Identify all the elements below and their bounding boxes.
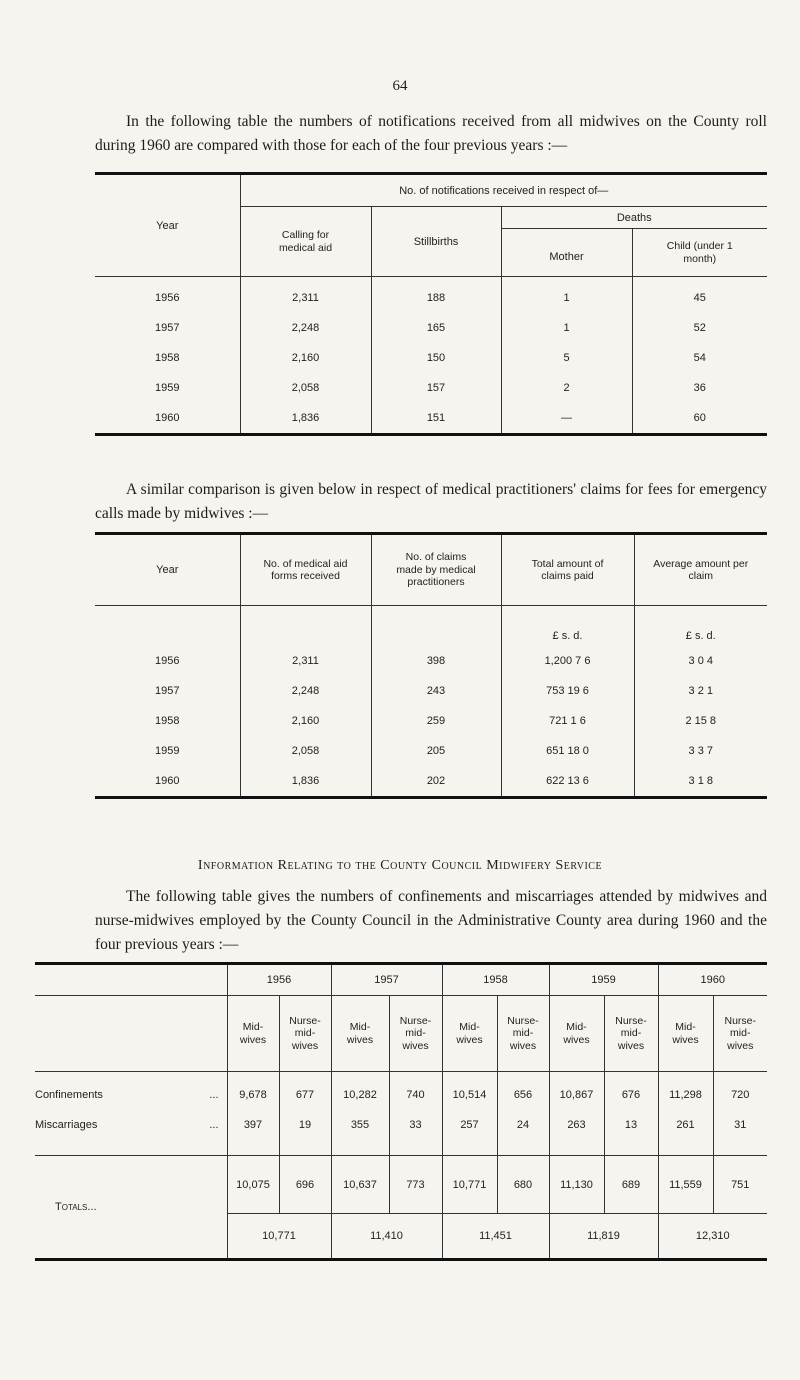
table-row <box>95 766 767 798</box>
header-midwives: Mid- wives <box>658 996 713 1072</box>
grand-total-cell: 11,410 <box>331 1214 442 1260</box>
header-nurse-midwives: Nurse- mid- wives <box>279 996 331 1072</box>
table-row <box>95 343 767 373</box>
year-cell: 1959 <box>155 381 180 394</box>
table-row <box>95 313 767 343</box>
value-cell: 13 <box>604 1110 658 1140</box>
value-cell: 397 <box>227 1110 279 1140</box>
total-cell: 10,637 <box>331 1156 389 1214</box>
header-nurse-midwives: Nurse- mid- wives <box>389 996 442 1072</box>
calling-cell: 2,058 <box>240 373 371 403</box>
claims-table <box>95 532 767 799</box>
value-cell: 355 <box>331 1110 389 1140</box>
header-mother: Mother <box>501 229 632 277</box>
total-cell: 1,200 7 6 <box>501 646 634 676</box>
year-cell: 1957 <box>155 684 180 697</box>
header-nurse-midwives: Nurse- mid- wives <box>713 996 767 1072</box>
child-cell: 52 <box>632 313 767 343</box>
average-cell: 3 1 8 <box>634 766 767 798</box>
grand-total-cell: 12,310 <box>658 1214 767 1260</box>
confinements-table <box>35 962 767 1261</box>
table-row <box>95 403 767 435</box>
intro-text-3: The following table gives the numbers of confinements and miscarriages attended by midwives and nurse-midwives employed by the County Council in the Administrative County area during 1960 and the four previous years :— <box>95 888 767 953</box>
calling-cell: 2,311 <box>240 283 371 313</box>
page-number: 64 <box>392 78 408 94</box>
year-header: 1956 <box>227 964 331 996</box>
header-midwives: Mid- wives <box>549 996 604 1072</box>
grand-total-cell: 11,819 <box>549 1214 658 1260</box>
table-row <box>95 676 767 706</box>
claims-cell: 398 <box>371 646 501 676</box>
intro-paragraph-1 <box>95 110 767 158</box>
year-cell: 1960 <box>155 411 180 424</box>
mother-cell: 5 <box>501 343 632 373</box>
year-header: 1957 <box>331 964 442 996</box>
grand-total-cell: 11,451 <box>442 1214 549 1260</box>
year-cell: 1956 <box>155 291 180 304</box>
value-cell: 720 <box>713 1080 767 1110</box>
header-midwives: Mid- wives <box>227 996 279 1072</box>
forms-cell: 2,058 <box>240 736 371 766</box>
year-header: 1960 <box>658 964 767 996</box>
total-cell: 680 <box>497 1156 549 1214</box>
header-claims: No. of claims made by medical practitioners <box>371 534 501 606</box>
value-cell: 676 <box>604 1080 658 1110</box>
child-cell: 36 <box>632 373 767 403</box>
claims-cell: 243 <box>371 676 501 706</box>
table-row <box>95 736 767 766</box>
units-total: £ s. d. <box>501 606 634 646</box>
calling-cell: 1,836 <box>240 403 371 435</box>
average-cell: 3 3 7 <box>634 736 767 766</box>
table-row <box>95 646 767 676</box>
table-row <box>95 373 767 403</box>
calling-cell: 2,160 <box>240 343 371 373</box>
header-midwives: Mid- wives <box>442 996 497 1072</box>
year-header: 1959 <box>549 964 658 996</box>
value-cell: 257 <box>442 1110 497 1140</box>
header-midwives: Mid- wives <box>331 996 389 1072</box>
totals-label: Totals... <box>55 1201 97 1213</box>
total-cell: 11,130 <box>549 1156 604 1214</box>
value-cell: 31 <box>713 1110 767 1140</box>
child-cell: 54 <box>632 343 767 373</box>
total-cell: 773 <box>389 1156 442 1214</box>
header-calling-medical-aid: Calling for medical aid <box>240 207 371 277</box>
units-average: £ s. d. <box>634 606 767 646</box>
table-row <box>35 1110 767 1140</box>
forms-cell: 2,160 <box>240 706 371 736</box>
notifications-table <box>95 172 767 436</box>
intro-text-1: In the following table the numbers of notifications received from all midwives on the County roll during 1960 are compared with those for each of the four previous years :— <box>95 113 767 154</box>
value-cell: 9,678 <box>227 1080 279 1110</box>
total-cell: 10,771 <box>442 1156 497 1214</box>
header-stillbirths: Stillbirths <box>371 207 501 277</box>
stillbirths-cell: 165 <box>371 313 501 343</box>
value-cell: 261 <box>658 1110 713 1140</box>
header-average: Average amount per claim <box>634 534 767 606</box>
header-notifications-group: No. of notifications received in respect of— <box>240 174 767 207</box>
total-cell: 721 1 6 <box>501 706 634 736</box>
total-cell: 11,559 <box>658 1156 713 1214</box>
value-cell: 656 <box>497 1080 549 1110</box>
mother-cell: 1 <box>501 283 632 313</box>
total-cell: 10,075 <box>227 1156 279 1214</box>
row-label: Miscarriages ... <box>35 1118 219 1131</box>
value-cell: 19 <box>279 1110 331 1140</box>
child-cell: 45 <box>632 283 767 313</box>
year-header: 1958 <box>442 964 549 996</box>
header-forms: No. of medical aid forms received <box>240 534 371 606</box>
value-cell: 10,514 <box>442 1080 497 1110</box>
claims-cell: 202 <box>371 766 501 798</box>
stillbirths-cell: 150 <box>371 343 501 373</box>
total-cell: 696 <box>279 1156 331 1214</box>
row-label: Confinements ... <box>35 1088 219 1101</box>
value-cell: 33 <box>389 1110 442 1140</box>
header-nurse-midwives: Nurse- mid- wives <box>604 996 658 1072</box>
claims-cell: 259 <box>371 706 501 736</box>
value-cell: 10,867 <box>549 1080 604 1110</box>
value-cell: 740 <box>389 1080 442 1110</box>
grand-total-cell: 10,771 <box>227 1214 331 1260</box>
table-row <box>95 706 767 736</box>
average-cell: 3 2 1 <box>634 676 767 706</box>
claims-cell: 205 <box>371 736 501 766</box>
mother-cell: 1 <box>501 313 632 343</box>
year-cell: 1960 <box>155 774 180 787</box>
total-cell: 622 13 6 <box>501 766 634 798</box>
header-year: Year <box>95 534 240 606</box>
intro-text-2: A similar comparison is given below in respect of medical practitioners' claims for fees for emergency calls made by midwives :— <box>95 481 767 522</box>
stillbirths-cell: 151 <box>371 403 501 435</box>
intro-paragraph-3 <box>95 885 767 957</box>
value-cell: 677 <box>279 1080 331 1110</box>
header-nurse-midwives: Nurse- mid- wives <box>497 996 549 1072</box>
value-cell: 263 <box>549 1110 604 1140</box>
child-cell: 60 <box>632 403 767 435</box>
total-cell: 753 19 6 <box>501 676 634 706</box>
stillbirths-cell: 188 <box>371 283 501 313</box>
table-row <box>95 283 767 313</box>
forms-cell: 1,836 <box>240 766 371 798</box>
header-child: Child (under 1 month) <box>632 229 767 277</box>
calling-cell: 2,248 <box>240 313 371 343</box>
year-cell: 1959 <box>155 744 180 757</box>
stillbirths-cell: 157 <box>371 373 501 403</box>
intro-paragraph-2 <box>95 478 767 526</box>
forms-cell: 2,248 <box>240 676 371 706</box>
average-cell: 2 15 8 <box>634 706 767 736</box>
table-row <box>35 1080 767 1110</box>
totals-row <box>35 1156 767 1214</box>
total-cell: 689 <box>604 1156 658 1214</box>
year-cell: 1956 <box>155 654 180 667</box>
mother-cell: 2 <box>501 373 632 403</box>
header-deaths: Deaths <box>501 207 767 229</box>
total-cell: 651 18 0 <box>501 736 634 766</box>
total-cell: 751 <box>713 1156 767 1214</box>
header-year: Year <box>95 174 240 277</box>
value-cell: 24 <box>497 1110 549 1140</box>
header-total: Total amount of claims paid <box>501 534 634 606</box>
average-cell: 3 0 4 <box>634 646 767 676</box>
forms-cell: 2,311 <box>240 646 371 676</box>
year-cell: 1958 <box>155 714 180 727</box>
value-cell: 10,282 <box>331 1080 389 1110</box>
mother-cell: — <box>501 403 632 435</box>
year-cell: 1957 <box>155 321 180 334</box>
section-heading: Information Relating to the County Council Midwifery Service <box>197 858 603 873</box>
value-cell: 11,298 <box>658 1080 713 1110</box>
year-cell: 1958 <box>155 351 180 364</box>
